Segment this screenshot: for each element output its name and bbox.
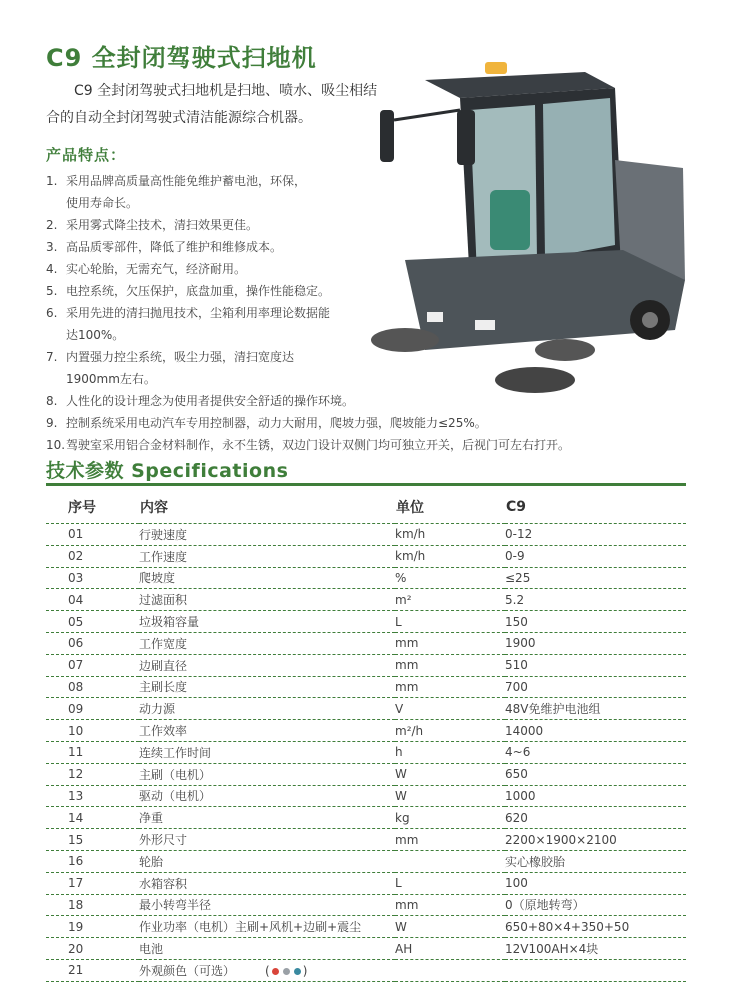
table-row: [46, 654, 686, 676]
feature-number: 8.: [46, 394, 58, 408]
row-item-text: 外观颜色（可选）: [139, 963, 236, 978]
table-row: [46, 524, 686, 546]
row-number-text: 21: [68, 963, 84, 978]
row-value-text: 0-12: [505, 527, 533, 542]
feature-text: 使用寿命长。: [66, 196, 139, 210]
row-number: [46, 763, 139, 785]
specifications-rule: [46, 483, 686, 486]
table-row: [46, 894, 686, 916]
row-value: [505, 850, 686, 872]
row-value: [505, 676, 686, 698]
row-unit: [395, 698, 505, 720]
row-unit-text: W: [395, 788, 407, 803]
row-unit: [395, 872, 505, 894]
row-item: [139, 524, 395, 546]
row-value-text: 620: [505, 810, 528, 825]
row-item-text: 外形尺寸: [139, 833, 188, 848]
row-number: [46, 894, 139, 916]
row-item: [139, 676, 395, 698]
row-number-text: 14: [68, 810, 84, 825]
row-number: [46, 524, 139, 546]
row-item: [139, 654, 395, 676]
row-unit: [395, 741, 505, 763]
row-number-text: 03: [68, 570, 84, 585]
row-unit: [395, 611, 505, 633]
row-number-text: 01: [68, 527, 84, 542]
row-item: [139, 545, 395, 567]
feature-number: 1.: [46, 174, 58, 188]
table-row: [46, 676, 686, 698]
row-unit: [395, 938, 505, 960]
row-unit-text: mm: [395, 658, 419, 673]
row-number: [46, 545, 139, 567]
row-value: [505, 611, 686, 633]
row-value: [505, 698, 686, 720]
row-item-text: 边刷直径: [139, 658, 188, 673]
table-row: [46, 850, 686, 872]
row-unit: [395, 545, 505, 567]
row-number: [46, 829, 139, 851]
feature-number: 2.: [46, 218, 58, 232]
row-item-text: 主刷（电机）: [139, 767, 212, 782]
row-item-text: 行驶速度: [139, 527, 188, 542]
feature-text: 高品质零部件，降低了维护和维修成本。: [66, 240, 283, 254]
row-value-text: 650: [505, 767, 528, 782]
header-model: C9: [505, 490, 686, 524]
row-value-text: 12V100AH×4块: [505, 942, 599, 957]
feature-text: 1900mm左右。: [66, 372, 156, 386]
row-value: [505, 741, 686, 763]
table-row: [46, 698, 686, 720]
row-unit-text: L: [395, 614, 402, 629]
row-unit: [395, 720, 505, 742]
row-item-text: 连续工作时间: [139, 745, 212, 760]
row-value-text: 510: [505, 658, 528, 673]
row-item: [139, 698, 395, 720]
row-item: [139, 741, 395, 763]
row-unit: [395, 654, 505, 676]
feature-line: [46, 434, 736, 456]
table-row: [46, 959, 686, 981]
row-item: [139, 807, 395, 829]
sweeper-machine-image: [365, 50, 695, 400]
row-unit-text: W: [395, 919, 407, 934]
row-value: [505, 654, 686, 676]
table-row: [46, 872, 686, 894]
table-row: [46, 632, 686, 654]
feature-text: 实心轮胎，无需充气，经济耐用。: [66, 262, 247, 276]
row-number-text: 04: [68, 592, 84, 607]
row-unit-text: mm: [395, 832, 419, 847]
row-value-text: 14000: [505, 723, 544, 738]
row-unit-text: W: [395, 767, 407, 782]
row-unit-text: mm: [395, 897, 419, 912]
row-item-text: 工作效率: [139, 724, 188, 739]
feature-text: 采用先进的清扫抛甩技术，尘箱利用率理论数据能: [66, 306, 331, 320]
row-number-text: 05: [68, 614, 84, 629]
table-row: [46, 763, 686, 785]
row-unit-text: V: [395, 701, 404, 716]
row-number-text: 09: [68, 701, 84, 716]
page-title: C9 全封闭驾驶式扫地机: [46, 44, 317, 72]
row-unit: [395, 676, 505, 698]
row-value-text: 实心橡胶胎: [505, 854, 566, 869]
row-item: [139, 720, 395, 742]
table-row: [46, 589, 686, 611]
row-value: [505, 894, 686, 916]
row-unit-text: AH: [395, 941, 413, 956]
row-unit-text: L: [395, 876, 402, 891]
row-number: [46, 850, 139, 872]
row-number-text: 17: [68, 876, 84, 891]
row-unit: [395, 632, 505, 654]
row-unit: [395, 916, 505, 938]
row-number: [46, 807, 139, 829]
row-item-text: 轮胎: [139, 854, 164, 869]
row-item-text: 作业功率（电机）主刷+风机+边刷+震尘: [139, 920, 362, 935]
row-unit: [395, 894, 505, 916]
row-value: [505, 872, 686, 894]
row-unit: [395, 850, 505, 872]
row-value-text: 5.2: [505, 592, 525, 607]
row-number-text: 19: [68, 919, 84, 934]
row-number: [46, 959, 139, 981]
row-item-text: 过滤面积: [139, 593, 188, 608]
row-item-text: 垃圾箱容量: [139, 615, 200, 630]
row-item: [139, 959, 395, 981]
row-item-text: 净重: [139, 811, 164, 826]
row-item-text: 最小转弯半径: [139, 898, 212, 913]
row-number-text: 16: [68, 854, 84, 869]
row-number-text: 12: [68, 767, 84, 782]
row-value: [505, 545, 686, 567]
color-options: ( ): [265, 963, 308, 978]
header-unit: 单位: [395, 490, 505, 524]
header-no: 序号: [46, 490, 139, 524]
feature-text: 人性化的设计理念为使用者提供安全舒适的操作环境。: [66, 394, 355, 408]
row-item: [139, 589, 395, 611]
feature-item: [46, 412, 736, 434]
row-value-text: 48V免维护电池组: [505, 702, 601, 717]
row-number: [46, 785, 139, 807]
table-header-row: [46, 490, 686, 524]
row-number-text: 15: [68, 832, 84, 847]
feature-text: 控制系统采用电动汽车专用控制器，动力大耐用，爬坡力强，爬坡能力≤25%。: [66, 416, 487, 430]
row-unit-text: m²/h: [395, 723, 424, 738]
row-number-text: 08: [68, 679, 84, 694]
row-unit-text: %: [395, 570, 407, 585]
row-value: [505, 567, 686, 589]
row-item-text: 爬坡度: [139, 571, 176, 586]
feature-number: 4.: [46, 262, 58, 276]
row-unit: [395, 829, 505, 851]
row-item: [139, 632, 395, 654]
features-heading: 产品特点：: [46, 146, 127, 164]
row-value: [505, 959, 686, 981]
feature-text: 采用雾式降尘技术，清扫效果更佳。: [66, 218, 259, 232]
row-number: [46, 654, 139, 676]
row-value: [505, 632, 686, 654]
row-value-text: 100: [505, 876, 528, 891]
row-unit-text: km/h: [395, 549, 426, 564]
row-unit: [395, 524, 505, 546]
row-number-text: 10: [68, 723, 84, 738]
row-value-text: 0（原地转弯）: [505, 898, 585, 913]
row-number: [46, 916, 139, 938]
feature-item: [46, 434, 736, 456]
color-dot: [272, 968, 279, 975]
row-value: [505, 785, 686, 807]
row-value-text: 650+80×4+350+50: [505, 919, 630, 934]
row-number-text: 11: [68, 745, 84, 760]
row-number: [46, 720, 139, 742]
row-number: [46, 741, 139, 763]
feature-number: 10.: [46, 438, 66, 452]
feature-number: 6.: [46, 306, 58, 320]
row-value-text: 4~6: [505, 745, 531, 760]
row-value: [505, 720, 686, 742]
feature-number: 7.: [46, 350, 58, 364]
row-number: [46, 611, 139, 633]
row-unit-text: kg: [395, 810, 410, 825]
row-number-text: 13: [68, 788, 84, 803]
row-number: [46, 872, 139, 894]
specifications-table: [46, 490, 686, 982]
row-value: [505, 524, 686, 546]
row-unit: [395, 807, 505, 829]
row-number-text: 18: [68, 897, 84, 912]
row-value: [505, 807, 686, 829]
color-dot: [294, 968, 301, 975]
feature-text: 采用品牌高质量高性能免维护蓄电池，环保，: [66, 174, 307, 188]
row-value: [505, 916, 686, 938]
row-item: [139, 567, 395, 589]
feature-number: 9.: [46, 416, 58, 430]
row-number-text: 20: [68, 941, 84, 956]
row-item: [139, 785, 395, 807]
row-value-text: 1000: [505, 788, 536, 803]
row-value-text: 2200×1900×2100: [505, 832, 617, 847]
row-value: [505, 938, 686, 960]
table-row: [46, 611, 686, 633]
table-row: [46, 807, 686, 829]
row-item: [139, 916, 395, 938]
row-unit: [395, 589, 505, 611]
row-item-text: 驱动（电机）: [139, 789, 212, 804]
row-number: [46, 632, 139, 654]
row-unit-text: km/h: [395, 527, 426, 542]
table-row: [46, 567, 686, 589]
row-item: [139, 611, 395, 633]
row-item-text: 工作宽度: [139, 636, 188, 651]
row-value-text: 700: [505, 679, 528, 694]
row-item: [139, 872, 395, 894]
row-value: [505, 829, 686, 851]
row-value-text: 1900: [505, 636, 536, 651]
row-unit-text: m²: [395, 592, 412, 607]
row-unit-text: h: [395, 745, 403, 760]
row-item-text: 电池: [139, 942, 164, 957]
table-row: [46, 720, 686, 742]
table-row: [46, 829, 686, 851]
row-unit: [395, 785, 505, 807]
row-unit-text: mm: [395, 636, 419, 651]
feature-text: 电控系统，欠压保护，底盘加重，操作性能稳定。: [66, 284, 331, 298]
row-number: [46, 567, 139, 589]
feature-text: 达100%。: [66, 328, 125, 342]
feature-text: 驾驶室采用铝合金材料制作，永不生锈，双边门设计双侧门均可独立开关，后视门可左右打开。: [66, 438, 571, 452]
row-item: [139, 894, 395, 916]
row-item-text: 水箱容积: [139, 876, 188, 891]
row-value-text: 0-9: [505, 549, 525, 564]
row-value: [505, 589, 686, 611]
row-number: [46, 676, 139, 698]
row-number: [46, 589, 139, 611]
row-item-text: 主刷长度: [139, 680, 188, 695]
row-item-text: 动力源: [139, 702, 176, 717]
row-unit-text: mm: [395, 679, 419, 694]
row-item: [139, 938, 395, 960]
feature-line: [46, 412, 736, 434]
row-number: [46, 698, 139, 720]
color-dot: [283, 968, 290, 975]
header-content: 内容: [139, 490, 395, 524]
row-unit: [395, 959, 505, 981]
specifications-heading: 技术参数 Specifications: [46, 460, 289, 482]
row-item-text: 工作速度: [139, 549, 188, 564]
row-value-text: ≤25: [505, 570, 531, 585]
table-row: [46, 741, 686, 763]
feature-number: 5.: [46, 284, 58, 298]
row-number-text: 06: [68, 636, 84, 651]
table-row: [46, 785, 686, 807]
row-item: [139, 763, 395, 785]
table-row: [46, 545, 686, 567]
row-unit: [395, 763, 505, 785]
row-item: [139, 829, 395, 851]
row-unit: [395, 567, 505, 589]
feature-number: 3.: [46, 240, 58, 254]
row-number-text: 07: [68, 658, 84, 673]
table-row: [46, 916, 686, 938]
row-number: [46, 938, 139, 960]
row-value: [505, 763, 686, 785]
feature-text: 内置强力控尘系统，吸尘力强，清扫宽度达: [66, 350, 295, 364]
row-item: [139, 850, 395, 872]
intro-text: C9 全封闭驾驶式扫地机是扫地、喷水、吸尘相结合的自动全封闭驾驶式清洁能源综合机器。: [46, 83, 378, 126]
row-number-text: 02: [68, 549, 84, 564]
table-row: [46, 938, 686, 960]
row-value-text: 150: [505, 614, 528, 629]
